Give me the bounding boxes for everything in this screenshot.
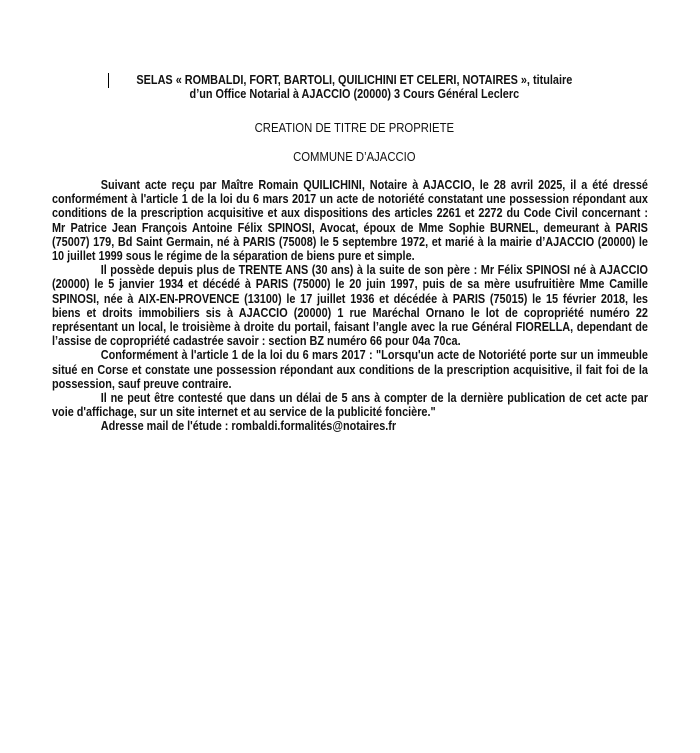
paragraph-delai: Il ne peut être contesté que dans un délai de 5 ans à compter de la dernière publication de cet acte par voie d'affichage, sur un site internet et au service de la publicité foncière." bbox=[52, 391, 648, 420]
header-line-2: d’un Office Notarial à AJACCIO (20000) 3 Cours Général Leclerc bbox=[189, 87, 520, 102]
document-title: CREATION DE TITRE DE PROPRIETE bbox=[254, 120, 455, 135]
paragraph-email: Adresse mail de l'étude : rombaldi.formalités@notaires.fr bbox=[100, 419, 397, 434]
paragraph-possession: Il possède depuis plus de TRENTE ANS (30 ans) à la suite de son père : Mr Félix SPINOSI né à AJACCIO (20000) le 5 janvier 1934 et décédé à PARIS (75000) le 20 juin 1997, puis de sa mère usufruitière Mme Camille SPINOSI, née à AIX-EN-PROVENCE (13100) le 17 juillet 1936 et décédée à PARIS (75015) le 15 février 2018, les biens et droits immobiliers sis à AJACCIO (20000) 1 rue Maréchal Ornano le lot de copropriété numéro 22 représentant un local, le troisième à droite du portail, faisant l’angle avec la rue Général FIORELLA, dependant de l’assise de copropriété cadastrée savoir : section BZ numéro 66 pour 04a 70ca. bbox=[52, 263, 648, 349]
commune-heading: COMMUNE D’AJACCIO bbox=[293, 149, 416, 164]
paragraph-loi: Conformément à l'article 1 de la loi du 6 mars 2017 : "Lorsqu'un acte de Notoriété porte sur un immeuble situé en Corse et constate une possession répondant aux conditions de la prescription acquisitive, il fait foi de la possession, sauf preuve contraire. bbox=[52, 348, 648, 391]
paragraph-acte: Suivant acte reçu par Maître Romain QUILICHINI, Notaire à AJACCIO, le 28 avril 2025, il a été dressé conformément à l'article 1 de la loi du 6 mars 2017 un acte de notoriété constatant une possession répondant aux conditions de la prescription acquisitive et aux dispositions des articles 2261 et 2272 du Code Civil concernant : Mr Patrice Jean François Antoine Félix SPINOSI, Avocat, époux de Mme Sophie BURNEL, demeurant à PARIS (75007) 179, Bd Saint Germain, né à PARIS (75008) le 5 septembre 1972, et marié à la mairie d’AJACCIO (20000) le 10 juillet 1999 sous le régime de la séparation de biens pure et simple. bbox=[52, 178, 648, 264]
document-body bbox=[52, 178, 648, 434]
notary-header bbox=[35, 73, 673, 101]
header-line-1: SELAS « ROMBALDI, FORT, BARTOLI, QUILICHINI ET CELERI, NOTAIRES », titulaire bbox=[136, 73, 573, 87]
